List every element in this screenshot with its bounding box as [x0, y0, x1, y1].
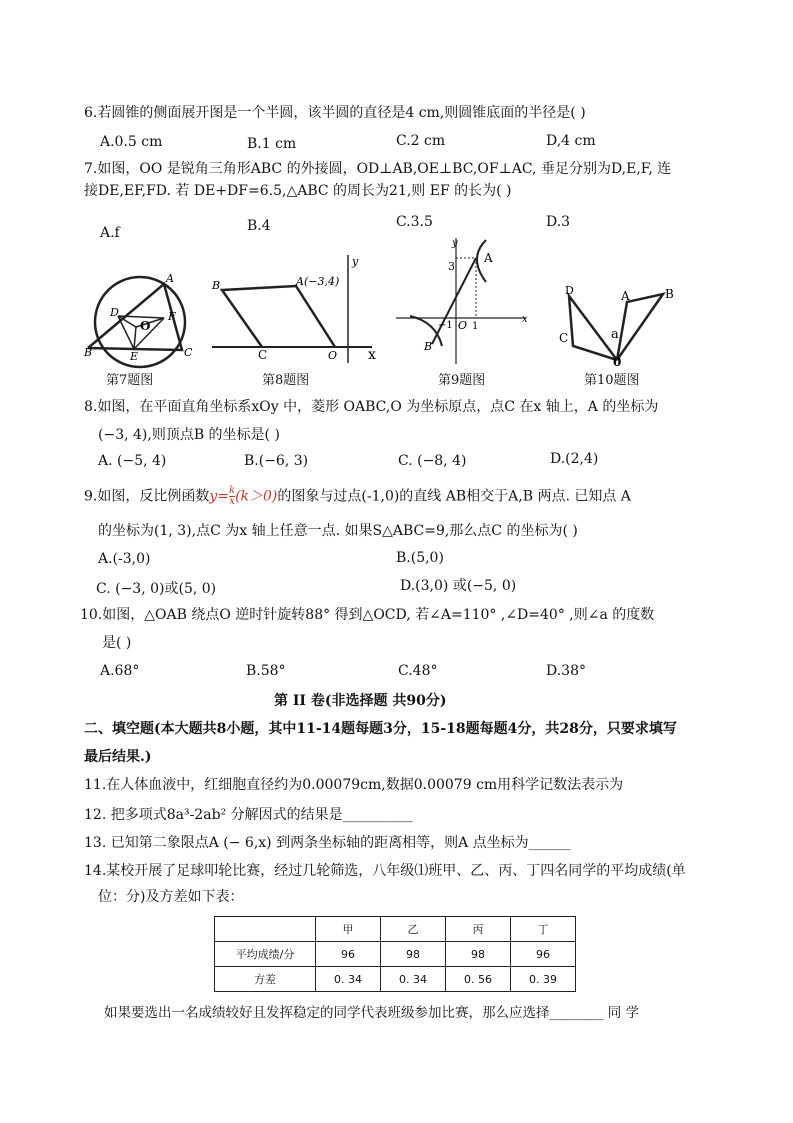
- table-cell: 0. 34: [316, 967, 381, 992]
- q10-line2: 是( ): [102, 635, 132, 651]
- table-cell: 96: [316, 942, 381, 967]
- q10-line1: 10.如图，△OAB 绕点O 逆时针旋转88° 得到△OCD, 若∠A=110° ,∠D=40° ,则∠a 的度数: [80, 607, 655, 623]
- fig9-label-x: x: [522, 314, 528, 325]
- q11: 11.在人体血液中，红细胞直径约为0.00079cm,数据0.00079 cm用科学记数法表示为: [84, 777, 624, 793]
- fig10-label-o: 0: [613, 355, 622, 369]
- table-cell: 0. 56: [446, 967, 511, 992]
- fig9-label-1: 1: [472, 321, 479, 332]
- q14-line2: 位：分)及方差如下表：: [98, 889, 244, 905]
- fig10-triangle-ocd: [569, 296, 617, 360]
- section2-intro-line2: 最后结果.): [84, 749, 152, 765]
- fig8-label-c: C: [258, 348, 268, 362]
- fig7-caption: 第7题图: [106, 373, 154, 388]
- q9-func-y: y=: [209, 488, 229, 505]
- fig8-label-a: A(−3,4): [296, 275, 340, 288]
- table-cell: 0. 39: [511, 967, 576, 992]
- fig7-label-c: C: [184, 346, 193, 359]
- fig8-label-x: x: [368, 347, 376, 363]
- fig7-label-o: O: [140, 319, 151, 333]
- table-cell: [215, 917, 316, 942]
- q8-option-b: B.(−6, 3): [244, 453, 309, 469]
- q14-tail: 如果要选出一名成绩较好且发挥稳定的同学代表班级参加比赛，那么应选择________ 同 学: [104, 1005, 640, 1021]
- q7-option-a: A.f: [100, 225, 120, 241]
- fig8-rhombus: [222, 286, 335, 347]
- q9-func-cond: (k＞0): [235, 488, 278, 505]
- fig8-label-o: O: [328, 349, 338, 362]
- q10-option-c: C.48°: [398, 663, 438, 679]
- q9-line1-pre: 9.如图，反比例函数: [84, 488, 210, 505]
- q6-stem: 6.若圆锥的侧面展开图是一个半圆，该半圆的直径是4 cm,则圆锥底面的半径是( ): [84, 105, 586, 121]
- fig10-label-alpha: a: [611, 327, 619, 342]
- fig10-label-b: B: [665, 287, 674, 301]
- q9-line2: 的坐标为(1, 3),点C 为x 轴上任意一点. 如果S△ABC=9,那么点C 的坐标为( ): [98, 523, 578, 539]
- q9-func-x: x: [229, 496, 235, 507]
- table-row: [215, 967, 576, 992]
- fig9-caption: 第9题图: [438, 373, 486, 388]
- q14-line1: 14.某校开展了足球叩轮比赛，经过几轮筛选，八年级⑴班甲、乙、丙、丁四名同学的平均成绩(单: [84, 863, 686, 879]
- fig10-label-d: D: [565, 284, 574, 297]
- q14-score-table: [214, 916, 576, 992]
- table-cell: 98: [446, 942, 511, 967]
- q7-option-c: C.3.5: [396, 214, 433, 230]
- q9-option-c: C. (−3, 0)或(5, 0): [96, 581, 217, 597]
- table-cell: 方差: [215, 967, 316, 992]
- section2-title: 第 II 卷(非选择题 共90分): [274, 693, 447, 709]
- q12: 12. 把多项式8a³-2ab² 分解因式的结果是__________: [84, 807, 413, 823]
- figure-7: [84, 272, 194, 368]
- fig10-triangle-oab: [617, 294, 663, 360]
- q8-line1: 8.如图，在平面直角坐标系xOy 中，菱形 OABC,O 为坐标原点，点C 在x 轴上，A 的坐标为: [84, 399, 659, 415]
- table-row: [215, 942, 576, 967]
- table-cell: 丁: [511, 917, 576, 942]
- table-cell: 乙: [381, 917, 446, 942]
- q9-option-a: A.(-3,0): [98, 551, 151, 567]
- fig10-label-c: C: [559, 331, 569, 345]
- fig8-label-b: B: [212, 279, 221, 292]
- fig7-label-f: F: [168, 310, 176, 323]
- figure-9: [396, 236, 532, 366]
- table-cell: 平均成绩/分: [215, 942, 316, 967]
- q6-option-b: B.1 cm: [247, 136, 297, 152]
- q9-line1: [84, 486, 631, 507]
- table-row: [215, 917, 576, 942]
- q9-option-d: D.(3,0) 或(−5, 0): [400, 578, 517, 594]
- q6-option-c: C.2 cm: [396, 133, 446, 149]
- q7-line2: 接DE,EF,FD. 若 DE+DF=6.5,△ABC 的周长为21,则 EF 的长为( ): [84, 183, 512, 199]
- q13: 13. 已知第二象限点A (− 6,x) 到两条坐标轴的距离相等，则A 点坐标为______: [84, 835, 571, 851]
- q9-line1-post: 的图象与过点(-1,0)的直线 AB相交于A,B 两点. 已知点 A: [277, 488, 631, 505]
- fig7-label-b: B: [84, 346, 93, 359]
- q10-option-b: B.58°: [246, 663, 286, 679]
- q6-option-a: A.0.5 cm: [100, 134, 163, 150]
- q8-option-c: C. (−8, 4): [398, 453, 467, 469]
- table-cell: 甲: [316, 917, 381, 942]
- q9-func-k: k: [229, 485, 236, 496]
- q7-line1: 7.如图，OO 是锐角三角形ABC 的外接圆，OD⊥AB,OE⊥BC,OF⊥AC, 垂足分别为D,E,F, 连: [84, 161, 672, 177]
- q8-option-d: D.(2,4): [550, 451, 599, 467]
- fig9-label-y: y: [452, 238, 458, 249]
- fig10-label-a: A: [621, 289, 630, 303]
- q8-line2: (−3, 4),则顶点B 的坐标是( ): [98, 427, 280, 443]
- fig9-label-a: A: [484, 251, 493, 265]
- section2-intro-line1: 二、填空题(本大题共8小题，其中11-14题每题3分，15-18题每题4分，共28分，只要求填写: [84, 721, 677, 737]
- q6-option-d: D,4 cm: [546, 133, 596, 149]
- fig9-label-neg1: −1: [438, 320, 453, 331]
- fig9-label-o: O: [458, 319, 468, 332]
- figure-10: [555, 282, 685, 368]
- q7-option-d: D.3: [546, 214, 571, 230]
- table-cell: 96: [511, 942, 576, 967]
- q10-option-d: D.38°: [546, 663, 586, 679]
- table-cell: 0. 34: [381, 967, 446, 992]
- fig7-label-d: D: [110, 306, 119, 319]
- fig9-label-b: B: [424, 340, 433, 353]
- table-cell: 丙: [446, 917, 511, 942]
- fig7-label-a: A: [166, 272, 174, 285]
- q8-option-a: A. (−5, 4): [98, 453, 167, 469]
- fig8-label-y: y: [352, 255, 359, 268]
- fig7-label-e: E: [130, 350, 139, 363]
- fig10-caption: 第10题图: [584, 373, 640, 388]
- q9-option-b: B.(5,0): [396, 550, 444, 566]
- figure-8: [210, 255, 382, 365]
- fig8-caption: 第8题图: [262, 373, 310, 388]
- table-cell: 98: [381, 942, 446, 967]
- q7-option-b: B.4: [247, 218, 271, 234]
- fig9-label-3: 3: [448, 260, 455, 273]
- q10-option-a: A.68°: [100, 663, 140, 679]
